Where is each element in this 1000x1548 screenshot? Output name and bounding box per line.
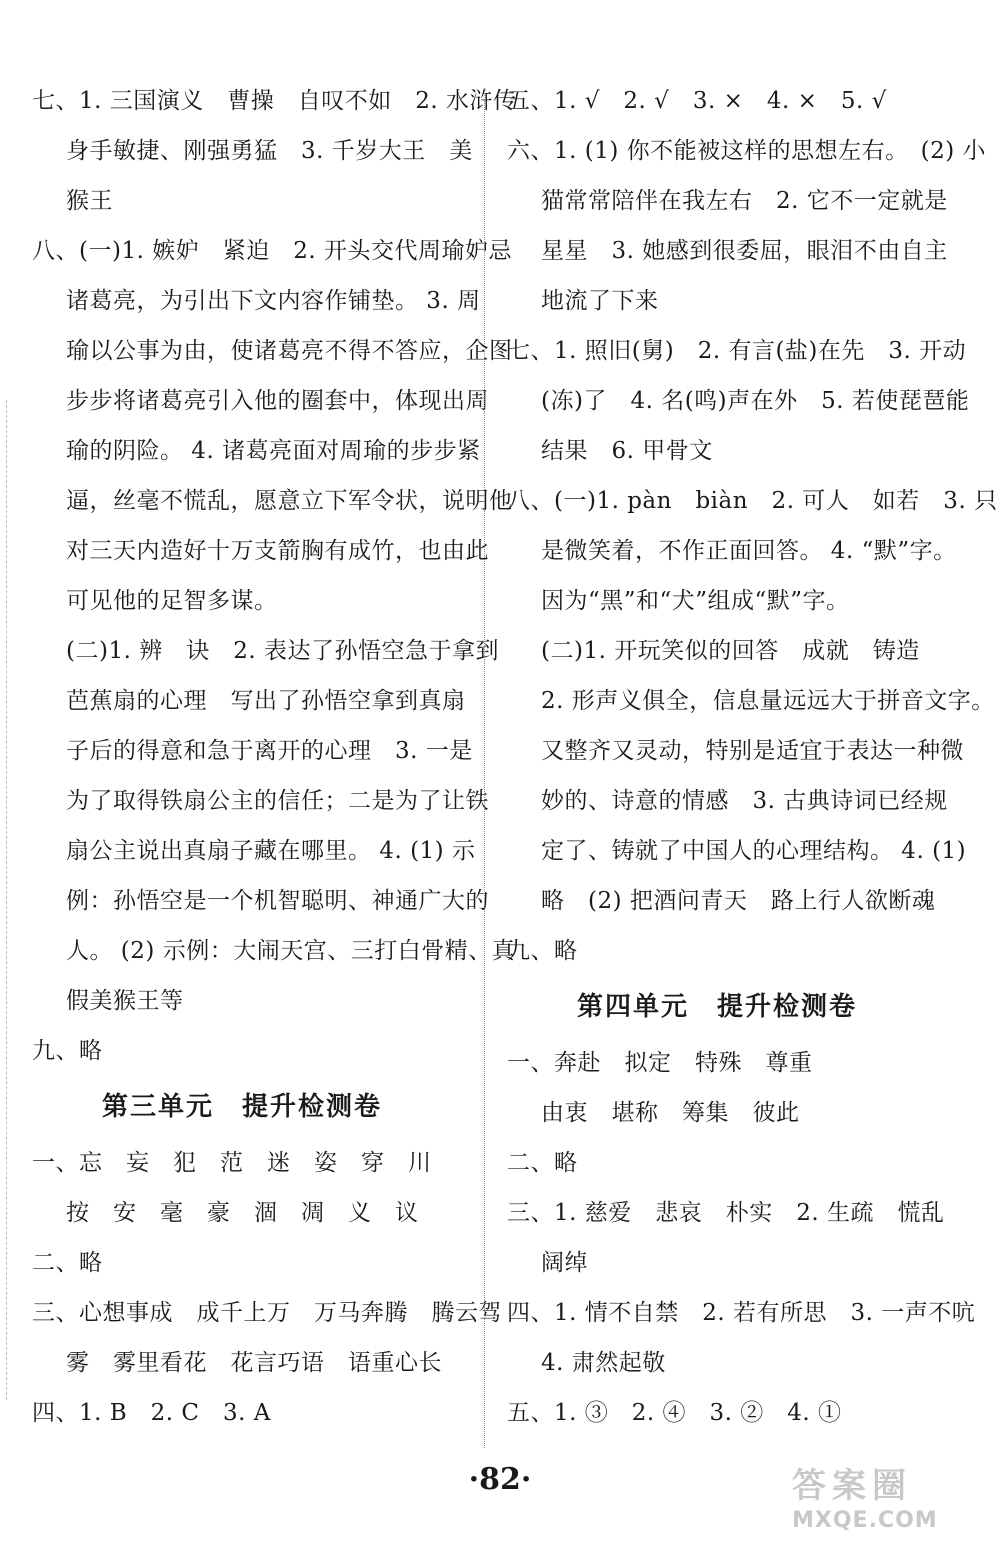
answer-line: 假美猴王等 (66, 988, 184, 1014)
answer-line: 2. 形声义俱全，信息量远远大于拼音文字。 (541, 688, 995, 714)
answer-line: 因为“黑”和“犬”组成“默”字。 (541, 588, 850, 614)
answer-line: 四、1. 情不自禁 2. 若有所思 3. 一声不吭 (507, 1300, 976, 1326)
answer-line: 三、心想事成 成千上万 万马奔腾 腾云驾 (32, 1300, 502, 1326)
answer-line: 地流了下来 (541, 288, 659, 314)
answer-line: 芭蕉扇的心理 写出了孙悟空拿到真扇 (66, 688, 466, 714)
answer-line: 一、忘 妄 犯 范 迷 姿 穿 川 (32, 1150, 432, 1176)
answer-line: 可见他的足智多谋。 (66, 588, 278, 614)
answer-line: 又整齐又灵动，特别是适宜于表达一种微 (541, 738, 964, 764)
answer-line: 五、1. √ 2. √ 3. × 4. × 5. √ (507, 88, 887, 114)
watermark-url: MXQE.COM (792, 1508, 938, 1533)
answer-line: 七、1. 三国演义 曹操 自叹不如 2. 水浒传 (32, 88, 517, 114)
answer-line: 步步将诸葛亮引入他的圈套中，体现出周 (66, 388, 489, 414)
answer-line: 瑜的阴险。 4. 诸葛亮面对周瑜的步步紧 (66, 438, 481, 464)
answer-line: 九、略 (32, 1038, 103, 1064)
answer-line: 人。 (2) 示例：大闹天宫、三打白骨精、真 (66, 938, 516, 964)
answer-line: 逼，丝毫不慌乱，愿意立下军令状，说明他 (66, 488, 513, 514)
left-column (32, 76, 517, 1438)
answer-line: 4. 肃然起敬 (541, 1350, 666, 1376)
answer-line: 略 (2) 把酒问青天 路上行人欲断魂 (541, 888, 936, 914)
watermark-text: 答案圈 (792, 1466, 912, 1506)
answer-line: 二、略 (507, 1150, 578, 1176)
answer-line: 一、奔赴 拟定 特殊 尊重 (507, 1050, 813, 1076)
answer-line: 四、1. B 2. C 3. A (32, 1400, 271, 1426)
answer-line: 定了、铸就了中国人的心理结构。 4. (1) (541, 838, 967, 864)
section-heading-unit-3: 第三单元 提升检测卷 (101, 1092, 382, 1122)
answer-line: 由衷 堪称 筹集 彼此 (541, 1100, 800, 1126)
answer-line: 雾 雾里看花 花言巧语 语重心长 (66, 1350, 442, 1376)
answer-line: 八、(一)1. 嫉妒 紧迫 2. 开头交代周瑜妒忌 (32, 238, 512, 264)
column-divider (484, 88, 485, 1448)
answer-line: 阔绰 (541, 1250, 588, 1276)
answer-line: 按 安 毫 豪 涸 凋 义 议 (66, 1200, 419, 1226)
answer-line: 结果 6. 甲骨文 (541, 438, 713, 464)
answer-line: 猴王 (66, 188, 113, 214)
margin-rule (6, 400, 7, 1400)
answer-line: 九、略 (507, 938, 578, 964)
answer-line: 猫常常陪伴在我左右 2. 它不一定就是 (541, 188, 948, 214)
section-heading-unit-4: 第四单元 提升检测卷 (576, 992, 857, 1022)
answer-line: 六、1. (1) 你不能被这样的思想左右。 (2) 小 (507, 138, 987, 164)
answer-line: 子后的得意和急于离开的心理 3. 一是 (66, 738, 473, 764)
answer-line: 五、1. ③ 2. ④ 3. ② 4. ① (507, 1400, 842, 1426)
answer-line: 例：孙悟空是一个机智聪明、神通广大的 (66, 888, 489, 914)
answer-line: 身手敏捷、刚强勇猛 3. 千岁大王 美 (66, 138, 473, 164)
answer-line: (二)1. 开玩笑似的回答 成就 铸造 (541, 638, 920, 664)
answer-line: 八、(一)1. pàn biàn 2. 可人 如若 3. 只 (507, 488, 998, 514)
watermark-logo (792, 1466, 992, 1542)
answer-line: (二)1. 辨 诀 2. 表达了孙悟空急于拿到 (66, 638, 499, 664)
answer-line: 瑜以公事为由，使诸葛亮不得不答应，企图 (66, 338, 513, 364)
answer-line: 是微笑着，不作正面回答。 4. “默”字。 (541, 538, 957, 564)
answer-line: 对三天内造好十万支箭胸有成竹，也由此 (66, 538, 489, 564)
answer-line: 三、1. 慈爱 悲哀 朴实 2. 生疏 慌乱 (507, 1200, 945, 1226)
answer-line: 扇公主说出真扇子藏在哪里。 4. (1) 示 (66, 838, 476, 864)
answer-line: 星星 3. 她感到很委屈，眼泪不由自主 (541, 238, 948, 264)
answer-line: 七、1. 照旧(舅) 2. 有言(盐)在先 3. 开动 (507, 338, 967, 364)
page-number: ·82· (468, 1462, 532, 1497)
answer-line: (冻)了 4. 名(鸣)声在外 5. 若使琵琶能 (541, 388, 970, 414)
answer-line: 妙的、诗意的情感 3. 古典诗词已经规 (541, 788, 948, 814)
answer-line: 为了取得铁扇公主的信任；二是为了让铁 (66, 788, 489, 814)
answer-line: 诸葛亮，为引出下文内容作铺垫。 3. 周 (66, 288, 481, 314)
right-column (507, 76, 998, 1438)
answer-line: 二、略 (32, 1250, 103, 1276)
